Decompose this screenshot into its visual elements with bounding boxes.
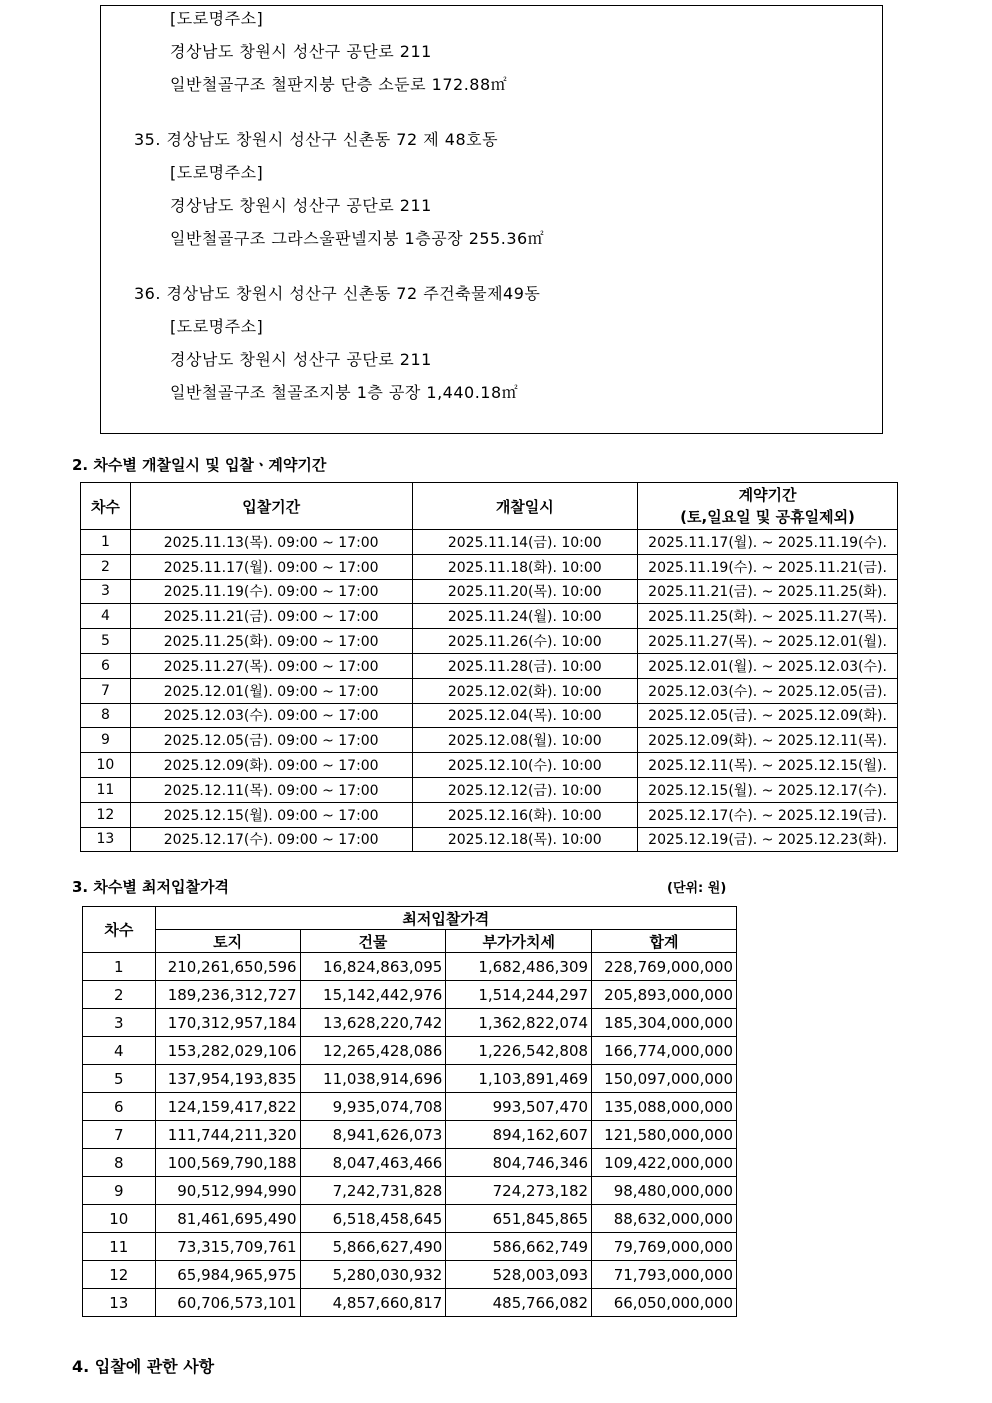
table-cell: 90,512,994,990 <box>155 1177 300 1205</box>
table-cell: 4 <box>81 604 131 629</box>
table-cell: 8 <box>83 1149 156 1177</box>
table-cell: 13 <box>81 827 131 852</box>
table-cell: 2025.12.09(화). 09:00 ~ 17:00 <box>130 753 412 778</box>
table-cell: 109,422,000,000 <box>592 1149 737 1177</box>
table-cell: 586,662,749 <box>446 1233 592 1261</box>
table-row <box>83 1289 737 1317</box>
table-cell: 2025.11.17(월). ~ 2025.11.19(수). <box>638 530 898 555</box>
table-cell: 7 <box>81 678 131 703</box>
table-cell: 4,857,660,817 <box>300 1289 446 1317</box>
table-cell: 804,746,346 <box>446 1149 592 1177</box>
table-cell: 2025.12.05(금). 09:00 ~ 17:00 <box>130 728 412 753</box>
table-row <box>83 1233 737 1261</box>
table-cell: 150,097,000,000 <box>592 1065 737 1093</box>
table-cell: 79,769,000,000 <box>592 1233 737 1261</box>
property-line: [도로명주소] <box>170 317 264 336</box>
table-cell: 5,866,627,490 <box>300 1233 446 1261</box>
table-cell: 2025.11.13(목). 09:00 ~ 17:00 <box>130 530 412 555</box>
table-row <box>81 827 898 852</box>
table-cell: 651,845,865 <box>446 1205 592 1233</box>
table-row <box>83 1177 737 1205</box>
table-row <box>83 1065 737 1093</box>
table-cell: 205,893,000,000 <box>592 981 737 1009</box>
header-total: 합계 <box>592 930 737 953</box>
table-cell: 121,580,000,000 <box>592 1121 737 1149</box>
table-cell: 9,935,074,708 <box>300 1093 446 1121</box>
table-row <box>81 629 898 654</box>
section3-title: 3. 차수별 최저입찰가격 <box>72 878 229 896</box>
table-cell: 724,273,182 <box>446 1177 592 1205</box>
table-cell: 12,265,428,086 <box>300 1037 446 1065</box>
table-cell: 2025.11.27(목). 09:00 ~ 17:00 <box>130 653 412 678</box>
table-row <box>83 1261 737 1289</box>
table-cell: 2025.12.17(수). 09:00 ~ 17:00 <box>130 827 412 852</box>
table-cell: 11 <box>83 1233 156 1261</box>
table-cell: 16,824,863,095 <box>300 953 446 981</box>
header-building: 건물 <box>300 930 446 953</box>
table-cell: 5 <box>81 629 131 654</box>
property-line: 일반철골구조 철판지붕 단층 소둔로 172.88㎡ <box>170 75 508 94</box>
header-bid-period: 입찰기간 <box>130 483 412 530</box>
table-cell: 2025.11.14(금). 10:00 <box>412 530 638 555</box>
table-cell: 66,050,000,000 <box>592 1289 737 1317</box>
table-cell: 12 <box>83 1261 156 1289</box>
property-line: 경상남도 창원시 성산구 공단로 211 <box>170 350 432 369</box>
table-cell: 2025.11.26(수). 10:00 <box>412 629 638 654</box>
table-cell: 10 <box>83 1205 156 1233</box>
table-cell: 1,682,486,309 <box>446 953 592 981</box>
table-cell: 2025.12.15(월). ~ 2025.12.17(수). <box>638 777 898 802</box>
table-cell: 8,941,626,073 <box>300 1121 446 1149</box>
property-item: 36. 경상남도 창원시 성산구 신촌동 72 주건축물제49동 <box>134 284 541 303</box>
table-cell: 170,312,957,184 <box>155 1009 300 1037</box>
header-contract-note: (토,일요일 및 공휴일제외) <box>680 508 855 526</box>
table-cell: 6,518,458,645 <box>300 1205 446 1233</box>
table-cell: 137,954,193,835 <box>155 1065 300 1093</box>
table-cell: 228,769,000,000 <box>592 953 737 981</box>
table-cell: 6 <box>81 653 131 678</box>
header-round: 차수 <box>81 483 131 530</box>
table-row <box>81 678 898 703</box>
table-cell: 894,162,607 <box>446 1121 592 1149</box>
table-cell: 2025.12.19(금). ~ 2025.12.23(화). <box>638 827 898 852</box>
table-cell: 111,744,211,320 <box>155 1121 300 1149</box>
unit-label: (단위: 원) <box>667 881 727 896</box>
table-cell: 13,628,220,742 <box>300 1009 446 1037</box>
section4-title: 4. 입찰에 관한 사항 <box>72 1357 215 1376</box>
table-cell: 2025.12.05(금). ~ 2025.12.09(화). <box>638 703 898 728</box>
table-cell: 8,047,463,466 <box>300 1149 446 1177</box>
table-cell: 2025.11.21(금). ~ 2025.11.25(화). <box>638 579 898 604</box>
table-row <box>81 604 898 629</box>
table-row <box>83 1093 737 1121</box>
table-cell: 15,142,442,976 <box>300 981 446 1009</box>
property-line: [도로명주소] <box>170 9 264 28</box>
table-cell: 2025.11.24(월). 10:00 <box>412 604 638 629</box>
table-cell: 2025.12.12(금). 10:00 <box>412 777 638 802</box>
table-cell: 71,793,000,000 <box>592 1261 737 1289</box>
property-line: 경상남도 창원시 성산구 공단로 211 <box>170 42 432 61</box>
table-cell: 2025.12.04(목). 10:00 <box>412 703 638 728</box>
property-line: 일반철골구조 철골조지붕 1층 공장 1,440.18㎡ <box>170 383 519 402</box>
header-contract-label: 계약기간 <box>738 486 797 504</box>
table-cell: 2025.12.08(월). 10:00 <box>412 728 638 753</box>
table-cell: 485,766,082 <box>446 1289 592 1317</box>
table-cell: 2025.11.20(목). 10:00 <box>412 579 638 604</box>
table-cell: 166,774,000,000 <box>592 1037 737 1065</box>
table-cell: 210,261,650,596 <box>155 953 300 981</box>
table-cell: 2 <box>83 981 156 1009</box>
price-table <box>82 906 737 1317</box>
table-cell: 7 <box>83 1121 156 1149</box>
table-cell: 2025.11.25(화). 09:00 ~ 17:00 <box>130 629 412 654</box>
table-cell: 81,461,695,490 <box>155 1205 300 1233</box>
table-row <box>83 1009 737 1037</box>
table-cell: 11,038,914,696 <box>300 1065 446 1093</box>
table-cell: 2025.12.17(수). ~ 2025.12.19(금). <box>638 802 898 827</box>
table-cell: 2025.12.16(화). 10:00 <box>412 802 638 827</box>
header-min-price: 최저입찰가격 <box>155 907 736 930</box>
table-cell: 2025.11.17(월). 09:00 ~ 17:00 <box>130 554 412 579</box>
table-cell: 2025.12.15(월). 09:00 ~ 17:00 <box>130 802 412 827</box>
table-cell: 2025.11.27(목). ~ 2025.12.01(월). <box>638 629 898 654</box>
table-cell: 2025.11.28(금). 10:00 <box>412 653 638 678</box>
table-cell: 2025.11.19(수). 09:00 ~ 17:00 <box>130 579 412 604</box>
table-row <box>83 953 737 981</box>
table-row <box>81 753 898 778</box>
table-cell: 100,569,790,188 <box>155 1149 300 1177</box>
table-cell: 2025.12.11(목). ~ 2025.12.15(월). <box>638 753 898 778</box>
table-row <box>81 703 898 728</box>
property-line: [도로명주소] <box>170 163 264 182</box>
table-cell: 135,088,000,000 <box>592 1093 737 1121</box>
property-item: 35. 경상남도 창원시 성산구 신촌동 72 제 48호동 <box>134 130 499 149</box>
table-cell: 2025.12.18(목). 10:00 <box>412 827 638 852</box>
table-row <box>81 579 898 604</box>
table-cell: 60,706,573,101 <box>155 1289 300 1317</box>
table-cell: 124,159,417,822 <box>155 1093 300 1121</box>
table-cell: 5,280,030,932 <box>300 1261 446 1289</box>
table-cell: 2025.12.09(화). ~ 2025.12.11(목). <box>638 728 898 753</box>
property-line: 일반철골구조 그라스울판넬지붕 1층공장 255.36㎡ <box>170 229 545 248</box>
table-cell: 12 <box>81 802 131 827</box>
property-line: 경상남도 창원시 성산구 공단로 211 <box>170 196 432 215</box>
table-cell: 2025.12.03(수). 09:00 ~ 17:00 <box>130 703 412 728</box>
table-cell: 11 <box>81 777 131 802</box>
schedule-table <box>80 482 898 852</box>
table-cell: 73,315,709,761 <box>155 1233 300 1261</box>
table-cell: 9 <box>81 728 131 753</box>
table-cell: 8 <box>81 703 131 728</box>
header-round: 차수 <box>83 907 156 953</box>
table-row <box>81 728 898 753</box>
table-cell: 4 <box>83 1037 156 1065</box>
table-cell: 5 <box>83 1065 156 1093</box>
table-cell: 993,507,470 <box>446 1093 592 1121</box>
table-cell: 185,304,000,000 <box>592 1009 737 1037</box>
table-cell: 2025.12.01(월). ~ 2025.12.03(수). <box>638 653 898 678</box>
table-cell: 2025.12.01(월). 09:00 ~ 17:00 <box>130 678 412 703</box>
table-cell: 2025.12.02(화). 10:00 <box>412 678 638 703</box>
table-row <box>81 530 898 555</box>
header-land: 토지 <box>155 930 300 953</box>
table-row <box>81 653 898 678</box>
table-row <box>81 777 898 802</box>
table-cell: 98,480,000,000 <box>592 1177 737 1205</box>
table-cell: 153,282,029,106 <box>155 1037 300 1065</box>
table-row <box>83 1037 737 1065</box>
table-cell: 2025.12.03(수). ~ 2025.12.05(금). <box>638 678 898 703</box>
header-contract <box>638 483 898 530</box>
table-cell: 1 <box>81 530 131 555</box>
table-cell: 2025.11.18(화). 10:00 <box>412 554 638 579</box>
table-cell: 9 <box>83 1177 156 1205</box>
table-cell: 1,226,542,808 <box>446 1037 592 1065</box>
table-row <box>83 1121 737 1149</box>
table-cell: 88,632,000,000 <box>592 1205 737 1233</box>
table-cell: 528,003,093 <box>446 1261 592 1289</box>
table-cell: 1 <box>83 953 156 981</box>
table-cell: 2 <box>81 554 131 579</box>
table-cell: 2025.12.11(목). 09:00 ~ 17:00 <box>130 777 412 802</box>
table-cell: 2025.11.21(금). 09:00 ~ 17:00 <box>130 604 412 629</box>
table-cell: 189,236,312,727 <box>155 981 300 1009</box>
table-cell: 3 <box>81 579 131 604</box>
table-cell: 10 <box>81 753 131 778</box>
table-row <box>81 554 898 579</box>
header-opening: 개찰일시 <box>412 483 638 530</box>
table-cell: 2025.11.19(수). ~ 2025.11.21(금). <box>638 554 898 579</box>
header-vat: 부가가치세 <box>446 930 592 953</box>
table-cell: 1,103,891,469 <box>446 1065 592 1093</box>
table-cell: 3 <box>83 1009 156 1037</box>
table-cell: 2025.12.10(수). 10:00 <box>412 753 638 778</box>
table-cell: 1,514,244,297 <box>446 981 592 1009</box>
table-row <box>81 802 898 827</box>
table-cell: 1,362,822,074 <box>446 1009 592 1037</box>
table-row <box>83 1149 737 1177</box>
table-cell: 2025.11.25(화). ~ 2025.11.27(목). <box>638 604 898 629</box>
table-row <box>83 981 737 1009</box>
table-cell: 65,984,965,975 <box>155 1261 300 1289</box>
table-cell: 7,242,731,828 <box>300 1177 446 1205</box>
table-cell: 13 <box>83 1289 156 1317</box>
table-cell: 6 <box>83 1093 156 1121</box>
section2-title: 2. 차수별 개찰일시 및 입찰ㆍ계약기간 <box>72 456 327 474</box>
table-row <box>83 1205 737 1233</box>
